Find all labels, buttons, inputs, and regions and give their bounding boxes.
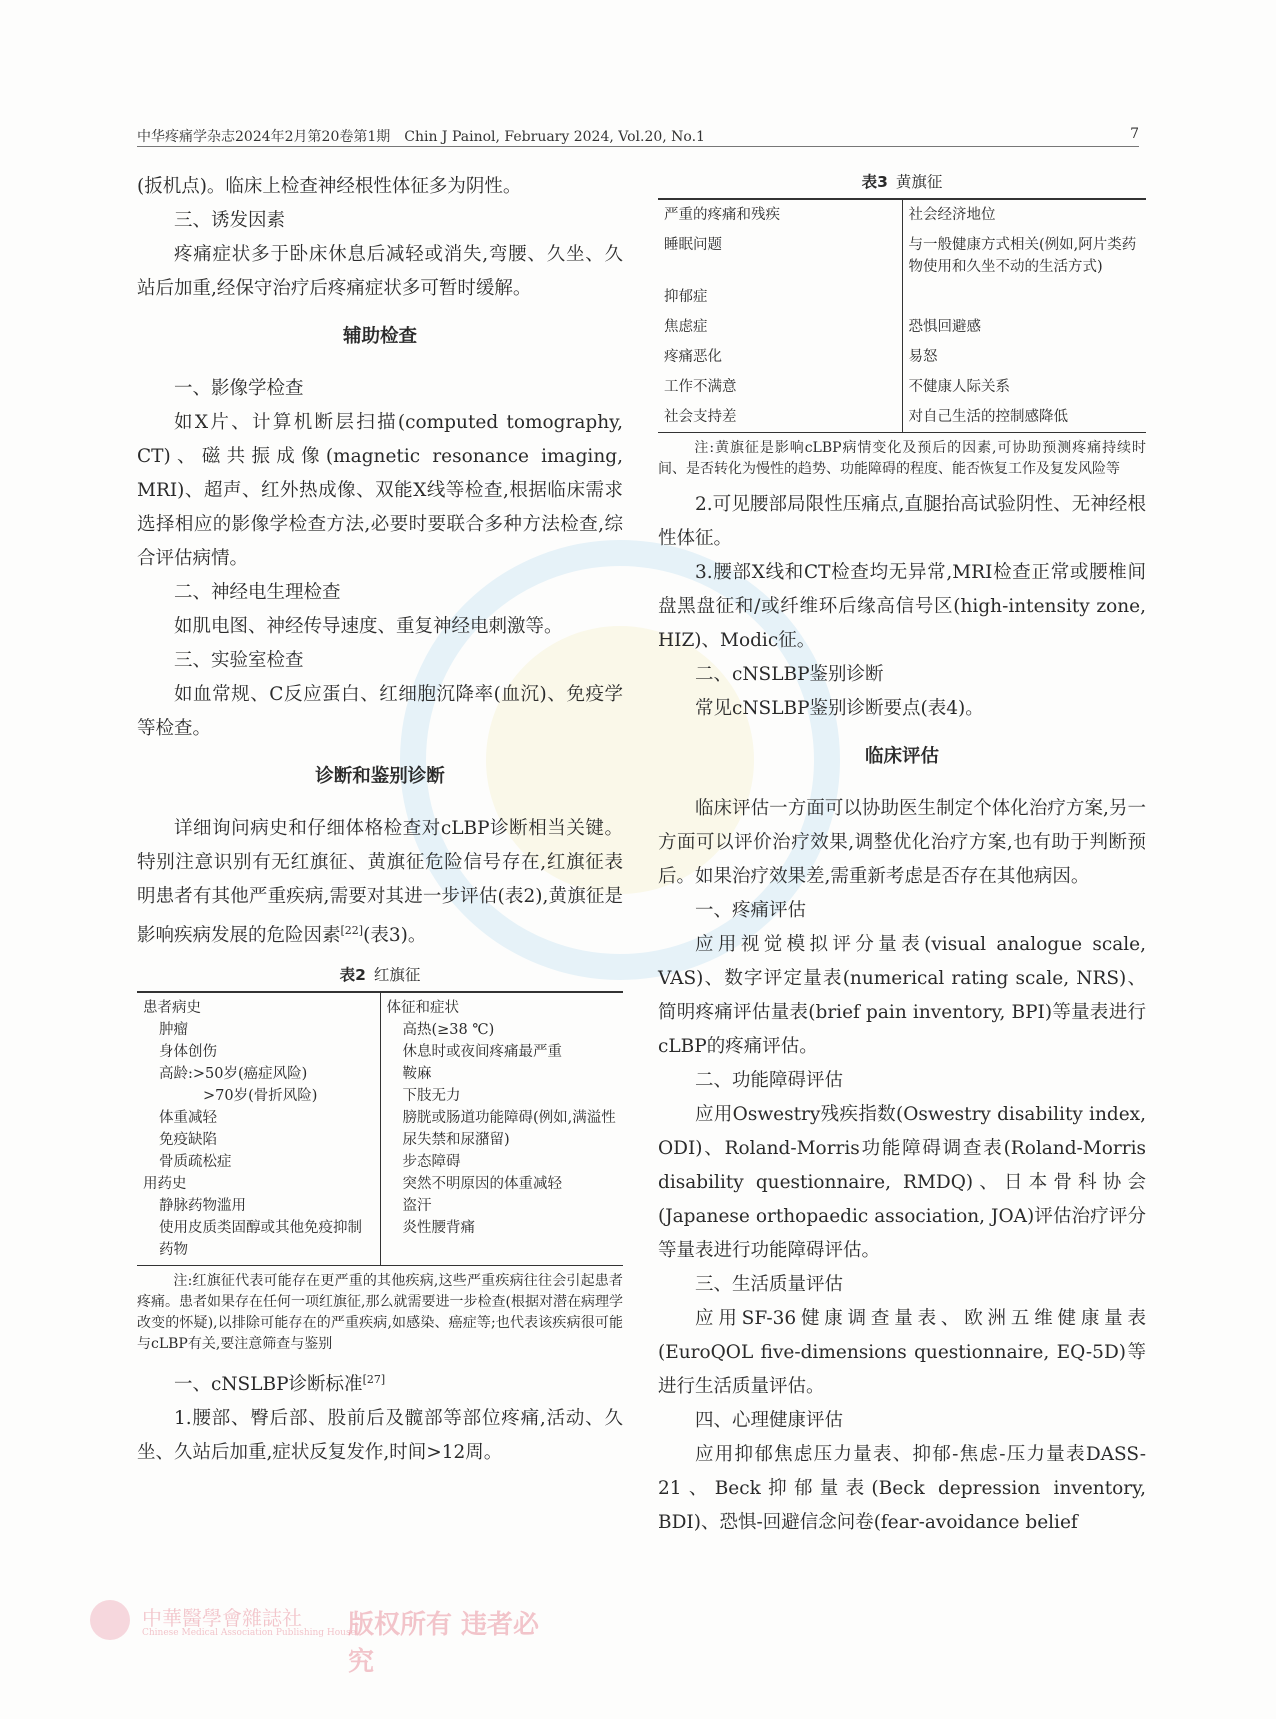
subheading: 三、生活质量评估 — [695, 1274, 844, 1295]
journal-citation: 中华疼痛学杂志2024年2月第20卷第1期 Chin J Painol, February 2024, Vol.20, No.1 — [137, 129, 705, 145]
paragraph: (扳机点)。临床上检查神经根性体征多为阴性。 — [137, 176, 522, 197]
table-cell — [902, 282, 1146, 312]
table-cell: 社会支持差 — [658, 402, 902, 433]
subheading — [137, 1363, 623, 1402]
paragraph: 如X片、计算机断层扫描(computed tomography, CT)、磁共振成像(magnetic resonance imaging, MRI)、超声、红外热成像、双能X线等检查,根据临床需求选择相应的影像学检查方法,必要时要联合多种方法检查,综合评估病情。 — [137, 412, 623, 569]
paragraph: 疼痛症状多于卧床休息后减轻或消失,弯腰、久坐、久站后加重,经保守治疗后疼痛症状多可暂时缓解。 — [137, 244, 623, 299]
citation-ref[interactable]: [22] — [340, 924, 364, 937]
table-row — [658, 282, 1146, 312]
table-row — [658, 402, 1146, 433]
section-heading: 临床评估 — [864, 746, 939, 767]
paragraph: 临床评估一方面可以协助医生制定个体化治疗方案,另一方面可以评价治疗效果,调整优化治疗方案,也有助于判断预后。如果治疗效果差,需重新考虑是否存在其他病因。 — [658, 798, 1146, 887]
paragraph — [137, 812, 623, 953]
table-cell-item: 体征和症状 — [386, 1000, 459, 1017]
table-cell: 与一般健康方式相关(例如,阿片类药物使用和久坐不动的生活方式) — [908, 237, 1137, 275]
table-cell: 工作不满意 — [658, 372, 902, 402]
table-caption — [658, 170, 1146, 192]
table-cell-item: 高热(≥38 ℃) — [402, 1022, 495, 1039]
running-head — [137, 126, 1139, 147]
paragraph: 应用Oswestry残疾指数(Oswestry disability index, ODI)、Roland-Morris功能障碍调查表(Roland-Morris disability questionnaire, RMDQ)、日本骨科协会(Japanese orthopaedic association, JOA)评估治疗评分等量表进行功能障碍评估。 — [658, 1104, 1146, 1261]
table-cell: 对自己生活的控制感降低 — [908, 409, 1068, 425]
table-cell-item: 休息时或夜间疼痛最严重 — [402, 1044, 562, 1061]
table-row — [658, 372, 1146, 402]
table3-grid — [658, 198, 1146, 433]
table-cell-item: 鞍麻 — [402, 1066, 432, 1083]
table-cell-item: 高龄:>50岁(癌症风险) — [159, 1066, 308, 1083]
paragraph: 如血常规、C反应蛋白、红细胞沉降率(血沉)、免疫学等检查。 — [137, 684, 623, 739]
table-cell: 易怒 — [908, 349, 938, 365]
table-cell-item: 使用皮质类固醇或其他免疫抑制药物 — [159, 1220, 362, 1259]
table-cell-item: >70岁(骨折风险) — [203, 1088, 318, 1105]
table-cell-item: 用药史 — [143, 1176, 187, 1193]
table-cell-item: 免疫缺陷 — [159, 1132, 217, 1149]
subheading: 三、实验室检查 — [174, 650, 304, 671]
paragraph: 常见cNSLBP鉴别诊断要点(表4)。 — [695, 698, 984, 719]
table-cell-item: 下肢无力 — [402, 1088, 461, 1105]
publisher-name: 中華醫學會雜誌社 — [142, 1606, 302, 1630]
table-cell-item: 突然不明原因的体重减轻 — [402, 1176, 562, 1193]
table-cell: 焦虑症 — [658, 312, 902, 342]
citation-ref[interactable]: [27] — [362, 1373, 386, 1387]
table-note: 注:红旗征代表可能存在更严重的其他疾病,这些严重疾病往往会引起患者疼痛。患者如果存在任何一项红旗征,那么就需要进一步检查(根据对潜在病理学改变的怀疑),以排除可能存在的严重疾病,如感染、癌症等;也代表该疾病很可能与cLBP有关,要注意筛查与鉴别 — [137, 1273, 623, 1353]
paragraph-text: 详细询问病史和仔细体格检查对cLBP诊断相当关键。特别注意识别有无红旗征、黄旗征危险信号存在,红旗征表明患者有其他严重疾病,需要对其进一步评估(表2),黄旗征是影响疾病发展的危险因素 — [137, 818, 623, 947]
rights-notice: 版权所有 违者必究 — [348, 1610, 540, 1677]
subheading: 一、疼痛评估 — [695, 900, 807, 921]
section-heading: 诊断和鉴别诊断 — [315, 766, 445, 787]
table2-col2 — [380, 992, 623, 1266]
section-heading: 辅助检查 — [342, 326, 417, 347]
table-row — [658, 230, 1146, 282]
table-cell-item: 膀胱或肠道功能障碍(例如,满溢性尿失禁和尿潴留) — [402, 1110, 616, 1149]
paragraph-text: (表3)。 — [363, 925, 427, 947]
paragraph: 应用SF-36健康调查量表、欧洲五维健康量表(EuroQOL five-dimensions questionnaire, EQ-5D)等进行生活质量评估。 — [658, 1308, 1146, 1397]
page-number: 7 — [1130, 126, 1139, 142]
paragraph: 应用抑郁焦虑压力量表、抑郁-焦虑-压力量表DASS-21、Beck抑郁量表(Beck depression inventory, BDI)、恐惧-回避信念问卷(fear-avoidance belief — [658, 1444, 1146, 1533]
table-cell: 严重的疼痛和残疾 — [658, 199, 902, 230]
paragraph: 应用视觉模拟评分量表(visual analogue scale, VAS)、数字评定量表(numerical rating scale, NRS)、简明疼痛评估量表(brief pain inventory, BPI)等量表进行cLBP的疼痛评估。 — [658, 934, 1146, 1057]
table-title: 红旗征 — [373, 966, 421, 985]
table-cell: 抑郁症 — [658, 282, 902, 312]
table-cell-item: 步态障碍 — [402, 1154, 461, 1171]
table-row — [658, 199, 1146, 230]
table-cell-item: 炎性腰背痛 — [402, 1220, 475, 1237]
paragraph: 2.可见腰部局限性压痛点,直腿抬高试验阴性、无神经根性体征。 — [658, 494, 1146, 549]
table-cell-item: 盗汗 — [402, 1198, 432, 1215]
paragraph: 1.腰部、臀后部、股前后及髋部等部位疼痛,活动、久坐、久站后加重,症状反复发作,时间>12周。 — [137, 1408, 623, 1464]
table-cell-item: 体重减轻 — [159, 1110, 217, 1127]
subheading: 四、心理健康评估 — [695, 1410, 844, 1431]
table-cell: 恐惧回避感 — [908, 319, 981, 335]
table-cell: 不健康人际关系 — [908, 379, 1010, 395]
table-cell: 疼痛恶化 — [658, 342, 902, 372]
subheading: 一、影像学检查 — [174, 378, 304, 399]
subheading: 二、cNSLBP鉴别诊断 — [695, 664, 884, 685]
left-column — [137, 170, 623, 1470]
table-title: 黄旗征 — [895, 173, 943, 191]
subheading: 三、诱发因素 — [174, 210, 286, 231]
table-3 — [658, 170, 1146, 480]
table-cell-item: 患者病史 — [143, 1000, 201, 1017]
table-note: 注:黄旗征是影响cLBP病情变化及预后的因素,可协助预测疼痛持续时间、是否转化为慢性的趋势、功能障碍的程度、能否恢复工作及复发风险等 — [658, 440, 1146, 477]
paragraph: 如肌电图、神经传导速度、重复神经电刺激等。 — [174, 616, 563, 637]
table-cell-item: 肿瘤 — [159, 1022, 188, 1039]
table-cell: 社会经济地位 — [908, 207, 996, 223]
table-cell-item: 静脉药物滥用 — [159, 1198, 246, 1215]
table-cell: 睡眠问题 — [658, 230, 902, 282]
table-cell-item: 身体创伤 — [159, 1044, 217, 1061]
paragraph: 3.腰部X线和CT检查均无异常,MRI检查正常或腰椎间盘黑盘征和/或纤维环后缘高信号区(high-intensity zone, HIZ)、Modic征。 — [658, 562, 1146, 651]
publisher-name-en: Chinese Medical Association Publishing House — [142, 1628, 356, 1638]
table2-col1 — [137, 992, 380, 1266]
publisher-watermark — [90, 1600, 560, 1677]
table-caption — [137, 963, 623, 985]
table-row — [658, 342, 1146, 372]
table-cell-item: 骨质疏松症 — [159, 1154, 232, 1171]
right-column — [658, 170, 1146, 1540]
table-row — [658, 312, 1146, 342]
publisher-logo-icon — [90, 1600, 130, 1640]
table-2 — [137, 963, 623, 1355]
subheading: 二、神经电生理检查 — [174, 582, 341, 603]
table-label: 表2 — [339, 966, 366, 985]
subheading-text: 一、cNSLBP诊断标准 — [174, 1374, 363, 1396]
subheading: 二、功能障碍评估 — [695, 1070, 844, 1091]
table-label: 表3 — [861, 173, 888, 191]
